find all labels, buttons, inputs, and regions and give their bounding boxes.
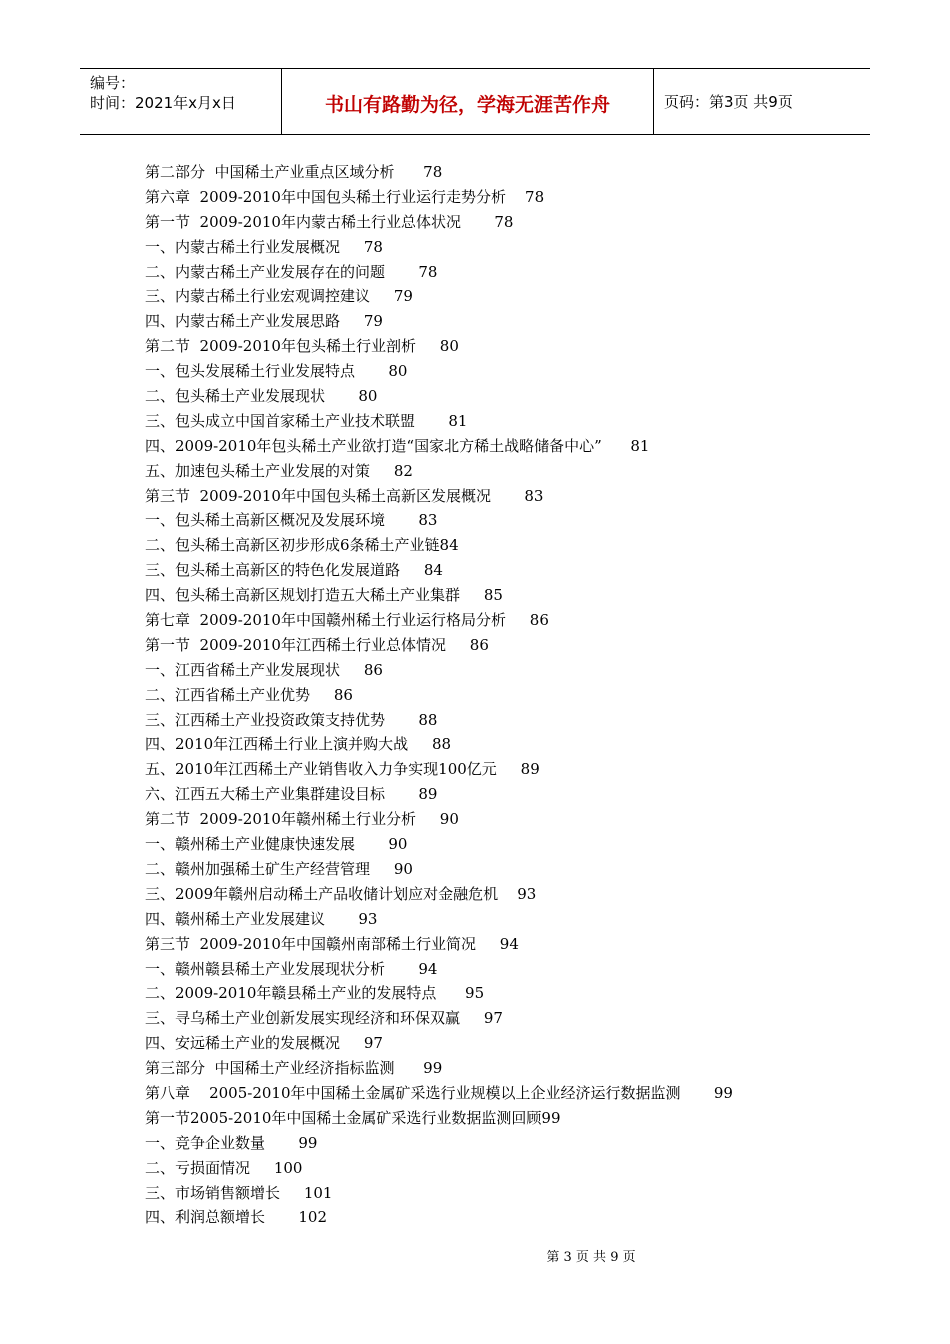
toc-entry: 四、2009-2010年包头稀土产业欲打造“国家北方稀土战略储备中心” 81 [145, 436, 650, 455]
toc-entry: 一、包头稀土高新区概况及发展环境 83 [145, 511, 438, 530]
toc-entry: 四、2010年江西稀土行业上演并购大战 88 [145, 735, 452, 754]
toc-entry: 四、包头稀土高新区规划打造五大稀土产业集群 85 [145, 586, 503, 605]
toc-entry: 第二部分 中国稀土产业重点区域分析 78 [145, 163, 443, 181]
toc-entry: 五、2010年江西稀土产业销售收入力争实现100亿元 89 [145, 760, 540, 779]
date-label: 时间：2021年x月x日 [90, 94, 236, 112]
toc-entry: 六、江西五大稀土产业集群建设目标 89 [145, 785, 438, 804]
toc-entry: 一、包头发展稀土行业发展特点 80 [145, 362, 408, 381]
page-footer [0, 1246, 950, 1265]
toc-entry: 五、加速包头稀土产业发展的对策 82 [145, 461, 413, 480]
toc-entry: 四、内蒙古稀土产业发展思路 79 [145, 312, 383, 331]
toc-entry: 三、包头稀土高新区的特色化发展道路 84 [145, 561, 443, 580]
toc-entry: 二、2009-2010年赣县稀土产业的发展特点 95 [145, 984, 485, 1003]
toc-entry: 三、寻乌稀土产业创新发展实现经济和环保双赢 97 [145, 1009, 503, 1028]
toc-entry: 第八章 2005-2010年中国稀土金属矿采选行业规模以上企业经济运行数据监测 99 [145, 1083, 733, 1102]
toc-entry: 第二节 2009-2010年包头稀土行业剖析 80 [145, 337, 459, 356]
toc-entry: 一、竞争企业数量 99 [145, 1133, 318, 1152]
toc-entry: 第二节 2009-2010年赣州稀土行业分析 90 [145, 810, 459, 829]
toc-entry: 三、内蒙古稀土行业宏观调控建议 79 [145, 287, 413, 306]
toc-entry: 第一节 2009-2010年江西稀土行业总体情况 86 [145, 635, 489, 654]
toc-entry: 第一节 2009-2010年内蒙古稀土行业总体状况 78 [145, 212, 514, 231]
toc-entry: 三、2009年赣州启动稀土产品收储计划应对金融危机 93 [145, 884, 537, 903]
header-page-code: 页码：第3页 共9页 [664, 93, 793, 111]
toc-entry: 二、包头稀土高新区初步形成6条稀土产业链84 [145, 536, 459, 555]
toc-entry: 四、安远稀土产业的发展概况 97 [145, 1034, 383, 1053]
toc-entry: 一、赣州稀土产业健康快速发展 90 [145, 835, 408, 854]
toc-entry: 第三节 2009-2010年中国赣州南部稀土行业简况 94 [145, 934, 519, 953]
toc-entry: 一、内蒙古稀土行业发展概况 78 [145, 237, 383, 256]
toc-entry: 二、亏损面情况 100 [145, 1158, 303, 1177]
toc-entry: 第七章 2009-2010年中国赣州稀土行业运行格局分析 86 [145, 611, 549, 630]
toc-entry: 二、包头稀土产业发展现状 80 [145, 387, 378, 406]
toc-entry: 四、利润总额增长 102 [145, 1208, 328, 1227]
toc-entry: 二、赣州加强稀土矿生产经营管理 90 [145, 859, 413, 878]
toc-entry: 第一节2005-2010年中国稀土金属矿采选行业数据监测回顾99 [145, 1108, 561, 1127]
toc-entry: 一、赣州赣县稀土产业发展现状分析 94 [145, 959, 438, 978]
toc-entry: 第六章 2009-2010年中国包头稀土行业运行走势分析 78 [145, 187, 545, 206]
toc-entry: 第三节 2009-2010年中国包头稀土高新区发展概况 83 [145, 486, 544, 505]
header-meta [80, 69, 282, 134]
toc-entry: 四、赣州稀土产业发展建议 93 [145, 909, 378, 928]
serial-label: 编号： [90, 74, 136, 92]
toc-entry: 三、江西稀土产业投资政策支持优势 88 [145, 710, 438, 729]
toc-entry: 三、包头成立中国首家稀土产业技术联盟 81 [145, 411, 468, 430]
table-of-contents [145, 160, 845, 1230]
page-header [80, 68, 870, 135]
toc-entry: 二、江西省稀土产业优势 86 [145, 685, 353, 704]
toc-entry: 第三部分 中国稀土产业经济指标监测 99 [145, 1059, 443, 1078]
header-motto: 书山有路勤为径，学海无涯苦作舟 [282, 69, 654, 134]
toc-entry: 二、内蒙古稀土产业发展存在的问题 78 [145, 262, 438, 281]
toc-entry: 一、江西省稀土产业发展现状 86 [145, 660, 383, 679]
footer-page-number: 第 3 页 共 9 页 [546, 1250, 636, 1265]
toc-entry: 三、市场销售额增长 101 [145, 1183, 333, 1202]
